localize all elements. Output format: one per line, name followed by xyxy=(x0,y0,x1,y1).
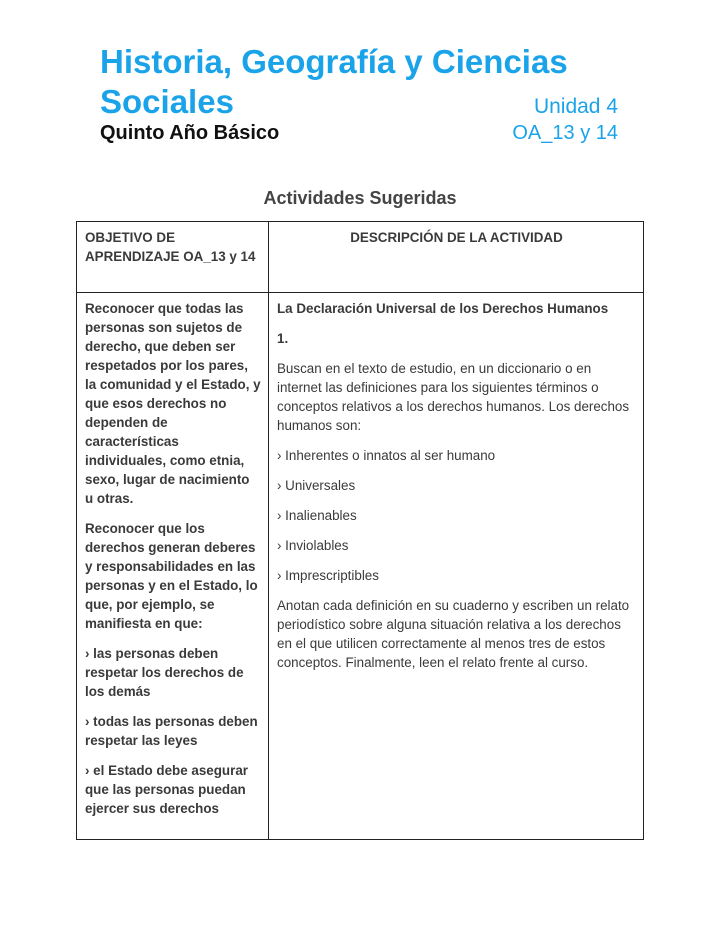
objective-bullet: › todas las personas deben respetar las leyes xyxy=(85,714,258,748)
subject-title-line-2: Sociales xyxy=(100,83,234,120)
activity-item: › Inviolables xyxy=(277,538,349,553)
activity-closing: Anotan cada definición en su cuaderno y escriben un relato periodístico sobre alguna situación relativa a los derechos en el que utilicen correctamente al menos tres de estos conceptos. Finalmente, leen el relato frente al curso. xyxy=(277,598,630,670)
activity-title: La Declaración Universal de los Derechos Humanos xyxy=(277,301,609,316)
activity-item: › Universales xyxy=(277,478,356,493)
activity-intro: Buscan en el texto de estudio, en un diccionario o en internet las definiciones para los siguientes términos o conceptos relativos a los derechos humanos. Los derechos humanos son: xyxy=(277,361,630,433)
table-row xyxy=(77,293,644,840)
unit-label: Unidad 4 xyxy=(533,95,618,118)
subject-title-line-1: Historia, Geografía y Ciencias xyxy=(100,43,568,80)
objective-bullet: › el Estado debe asegurar que las personas puedan ejercer sus derechos xyxy=(85,763,248,816)
objective-header: OBJETIVO DE APRENDIZAJE OA_13 y 14 xyxy=(77,222,269,293)
oa-label: OA_13 y 14 xyxy=(512,122,618,144)
description-header: DESCRIPCIÓN DE LA ACTIVIDAD xyxy=(269,222,644,293)
activity-number: 1. xyxy=(277,331,289,346)
grade-label: Quinto Año Básico xyxy=(100,122,280,144)
activity-cell xyxy=(269,293,644,840)
title-row-2 xyxy=(100,82,618,122)
section-title: Actividades Sugeridas xyxy=(263,188,457,208)
activities-table xyxy=(76,221,644,840)
activity-item: › Inalienables xyxy=(277,508,357,523)
grade-row xyxy=(100,122,618,145)
objective-paragraph: Reconocer que los derechos generan deberes y responsabilidades en las personas y en el Estado, lo que, por ejemplo, se manifiesta en que: xyxy=(85,521,258,631)
activity-item: › Inherentes o innatos al ser humano xyxy=(277,448,496,463)
objective-bullet: › las personas deben respetar los derechos de los demás xyxy=(85,646,244,699)
objectives-cell xyxy=(77,293,269,840)
document-header xyxy=(100,42,618,145)
activity-item: › Imprescriptibles xyxy=(277,568,379,583)
objective-paragraph: Reconocer que todas las personas son sujetos de derecho, que deben ser respetados por los pares, la comunidad y el Estado, y que esos derechos no dependen de características individuales, como etnia, sexo, lugar de nacimiento u otras. xyxy=(85,301,261,506)
table-header-row xyxy=(77,222,644,293)
